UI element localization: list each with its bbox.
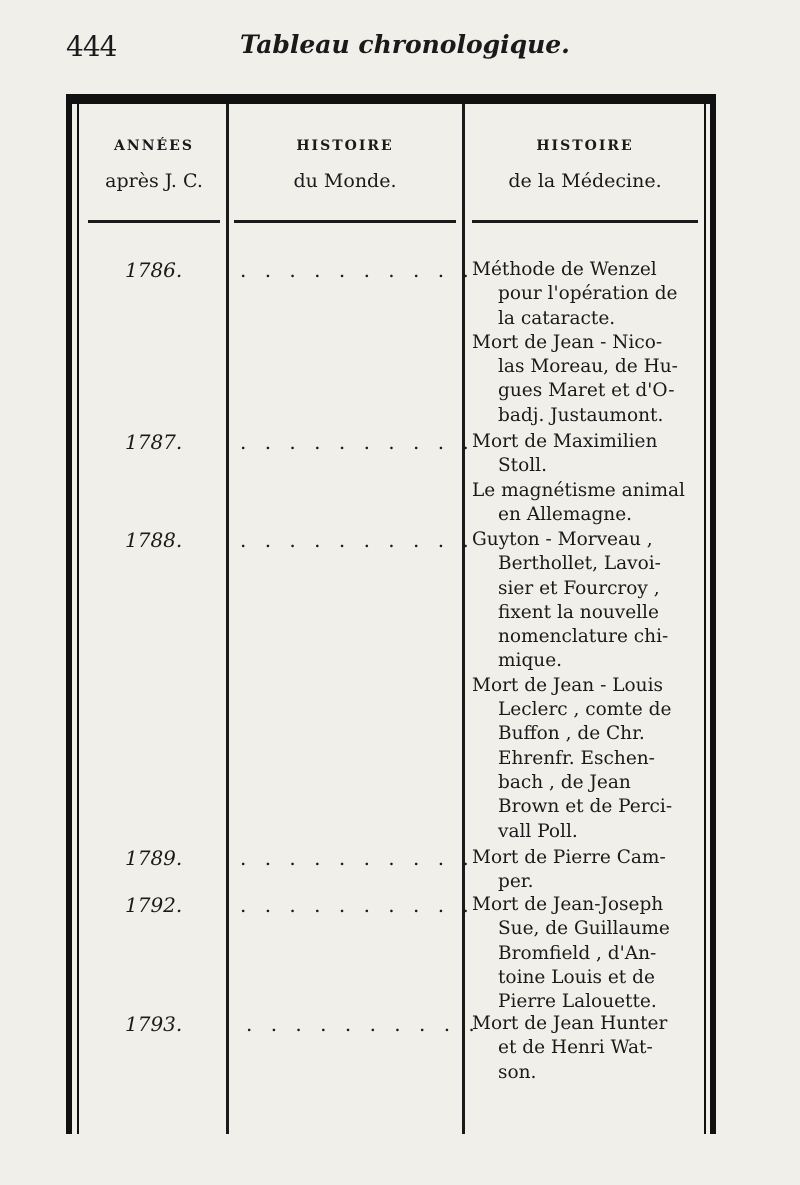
entry-line: Mort de Pierre Cam- bbox=[472, 847, 666, 868]
entry-line: Sue, de Guillaume bbox=[498, 918, 670, 940]
year-label: 1793. bbox=[125, 1012, 183, 1036]
column-header-medecine bbox=[468, 138, 702, 192]
entry-line: et de Henri Wat- bbox=[498, 1037, 653, 1059]
entry-line: Méthode de Wenzel bbox=[472, 259, 657, 280]
medicine-entry bbox=[472, 893, 704, 1014]
entry-line: vall Poll. bbox=[498, 820, 578, 842]
medicine-entry bbox=[472, 674, 704, 844]
leader-dots: . . . . . . . . . . bbox=[240, 846, 475, 870]
medicine-entry bbox=[472, 528, 704, 674]
entry-line: pour l'opération de bbox=[498, 283, 678, 305]
entry-line: son. bbox=[498, 1061, 537, 1083]
medicine-entry bbox=[472, 258, 704, 331]
column-head-text: HISTOIRE bbox=[296, 138, 394, 154]
entry-line: Bromfield , d'An- bbox=[498, 942, 657, 964]
entry-line: Mort de Maximilien bbox=[472, 431, 658, 452]
entry-line: sier et Fourcroy , bbox=[498, 577, 660, 599]
year-label: 1787. bbox=[125, 430, 183, 454]
column-header-monde bbox=[232, 138, 458, 192]
entry-line: Buffon , de Chr. bbox=[498, 723, 645, 745]
medicine-entry bbox=[472, 331, 704, 428]
entry-line: Le magnétisme animal bbox=[472, 479, 685, 501]
entry-line: Ehrenfr. Eschen- bbox=[498, 747, 655, 769]
entry-line: las Moreau, de Hu- bbox=[498, 356, 678, 378]
table-frame-left-inner bbox=[77, 104, 79, 1134]
entry-line: Leclerc , comte de bbox=[498, 699, 672, 721]
entry-line: toine Louis et de bbox=[498, 966, 655, 988]
year-label: 1792. bbox=[125, 893, 183, 917]
entry-line: en Allemagne. bbox=[498, 503, 633, 525]
entry-line: Brown et de Perci- bbox=[498, 796, 673, 818]
entry-line: la cataracte. bbox=[498, 307, 616, 329]
table-frame-top bbox=[66, 94, 715, 104]
entry-line: Mort de Jean - Louis bbox=[472, 674, 663, 696]
medicine-entry bbox=[472, 1012, 704, 1085]
column-header-years bbox=[84, 138, 224, 192]
column-sub-text: de la Médecine. bbox=[508, 170, 662, 192]
year-label: 1789. bbox=[125, 846, 183, 870]
table-frame-right bbox=[710, 94, 716, 1134]
running-title: Tableau chronologique. bbox=[240, 30, 570, 59]
entry-line: Mort de Jean Hunter bbox=[472, 1013, 668, 1034]
page-number: 444 bbox=[66, 30, 117, 63]
column-sub-text: du Monde. bbox=[293, 170, 397, 192]
entry-line: bach , de Jean bbox=[498, 771, 631, 793]
entry-line: nomenclature chi- bbox=[498, 626, 669, 648]
header-rule-medecine bbox=[472, 220, 698, 223]
table-frame-left bbox=[66, 94, 72, 1134]
entry-line: Guyton - Morveau , bbox=[472, 529, 653, 550]
header-rule-years bbox=[88, 220, 220, 223]
table-frame-right-inner bbox=[704, 104, 706, 1134]
medicine-entry bbox=[472, 479, 704, 528]
column-sub-text: après J. C. bbox=[105, 170, 203, 192]
header-rule-monde bbox=[234, 220, 456, 223]
entry-line: per. bbox=[498, 871, 534, 893]
entry-line: mique. bbox=[498, 650, 563, 672]
medicine-entry bbox=[472, 430, 704, 479]
entry-line: badj. Justaumont. bbox=[498, 404, 664, 426]
leader-dots: . . . . . . . . . . bbox=[240, 258, 475, 282]
leader-dots: . . . . . . . . . . bbox=[246, 1012, 481, 1036]
column-head-text: ANNÉES bbox=[114, 138, 194, 154]
year-label: 1788. bbox=[125, 528, 183, 552]
entry-line: Pierre Lalouette. bbox=[498, 991, 657, 1013]
leader-dots: . . . . . . . . . . bbox=[240, 430, 475, 454]
medicine-entry bbox=[472, 846, 704, 895]
entry-line: Berthollet, Lavoi- bbox=[498, 553, 661, 575]
column-head-text: HISTOIRE bbox=[536, 138, 634, 154]
leader-dots: . . . . . . . . . . bbox=[240, 528, 475, 552]
year-label: 1786. bbox=[125, 258, 183, 282]
entry-line: gues Maret et d'O- bbox=[498, 380, 675, 402]
entry-line: Stoll. bbox=[498, 455, 547, 477]
leader-dots: . . . . . . . . . . bbox=[240, 893, 475, 917]
entry-line: Mort de Jean-Joseph bbox=[472, 894, 664, 915]
column-divider-1 bbox=[226, 104, 229, 1134]
entry-line: fixent la nouvelle bbox=[498, 601, 659, 623]
entry-line: Mort de Jean - Nico- bbox=[472, 331, 663, 353]
